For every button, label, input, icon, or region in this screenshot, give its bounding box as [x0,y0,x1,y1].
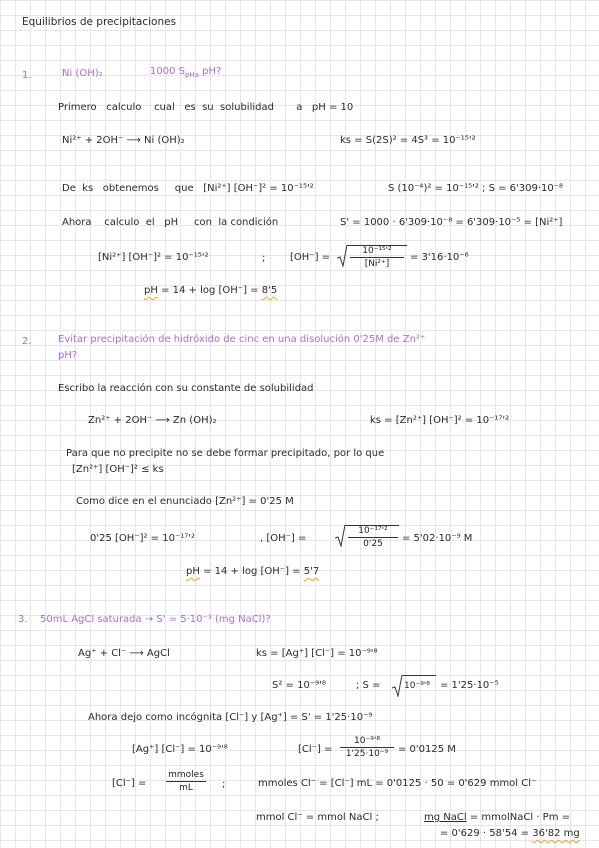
p1-ks-expression: ks = S(2S)² = 4S³ = 10⁻¹⁵'² [340,135,476,146]
problem-2-number: 2. [22,336,32,347]
p1-oh-label: [OH⁻] = [290,252,331,263]
p3-product: [Ag⁺] [Cl⁻] = 10⁻⁹'⁸ [132,744,228,755]
p3-mg-result: = 0'629 · 58'54 = 36'82 mg [440,828,580,839]
p1-line3: De ks obtenemos que [Ni²⁺] [OH⁻]² = 10⁻¹⁵'² [62,183,314,194]
p3-cl-label-2: [Cl⁻] = [112,778,147,789]
page-title: Equilibrios de precipitaciones [22,16,177,28]
problem-1-condition: 1000 $S_{pHa}$ pH? [150,66,222,79]
p3-cl-result: = 0'0125 M [398,744,456,755]
problem-1-number: 1. [22,70,32,81]
p3-separator: ; [222,779,226,790]
p2-ks-expression: ks = [Zn²⁺] [OH⁻]² = 10⁻¹⁷'² [370,415,510,426]
problem-3-number: 3. [18,614,28,625]
p1-equation: Ni²⁺ + 2OH⁻ ⟶ Ni (OH)₂ [62,135,185,146]
p1-fraction: 10⁻¹⁵'² [Ni²⁺] [350,246,404,269]
p3-sqrt-radicand: 10⁻⁹'⁸ [404,681,430,691]
p3-mmoles-calc: mmoles Cl⁻ = [Cl⁻] mL = 0'0125 · 50 = 0'629 mmol Cl⁻ [258,778,537,789]
p1-solubility: S (10⁻⁴)² = 10⁻¹⁵'² ; S = 6'309·10⁻⁸ [388,183,564,194]
p1-separator: ; [262,253,266,264]
p2-fraction: 10⁻¹⁷'² 0'25 [348,526,398,549]
p1-line4: Ahora calculo el pH con la condición [62,217,279,228]
p3-cl-label: [Cl⁻] = [298,744,333,755]
p3-s-squared: S² = 10⁻⁹'⁸ [272,680,326,691]
problem-2-statement: Evitar precipitación de hidróxido de cinc en una disolución 0'25M de Zn²⁺ [58,334,426,345]
p1-oh-result: = 3'16·10⁻⁶ [410,252,469,263]
p2-line5: Como dice en el enunciado [Zn²⁺] = 0'25 M [76,496,294,507]
p2-condition: [Zn²⁺] [OH⁻]² ≤ ks [72,464,164,475]
p3-equation: Ag⁺ + Cl⁻ ⟶ AgCl [78,648,170,659]
p1-line1: Primero calculo cual es su solubilidad a pH = 10 [58,102,354,113]
p3-mg-formula: mg NaCl = mmolNaCl · Pm = [424,812,570,823]
problem-3-statement: 50mL AgCl saturada → S' = 5·10⁻³ (mg NaCl)? [40,614,271,625]
p2-line1: Escribo la reacción con su constante de solubilidad [58,383,314,394]
problem-1-compound: Ni (OH)₂ [62,68,103,79]
p2-equation: Zn²⁺ + 2OH⁻ ⟶ Zn (OH)₂ [88,415,217,426]
p2-product: 0'25 [OH⁻]² = 10⁻¹⁷'² [90,533,196,544]
p2-oh-label: , [OH⁻] = [260,533,307,544]
p3-ks-expression: ks = [Ag⁺] [Cl⁻] = 10⁻⁹'⁸ [256,648,378,659]
p1-product: [Ni²⁺] [OH⁻]² = 10⁻¹⁵'² [98,252,209,263]
p3-line3: Ahora dejo como incógnita [Cl⁻] y [Ag⁺] = S' = 1'25·10⁻⁹ [88,712,373,723]
p2-oh-result: = 5'02·10⁻⁹ M [402,533,473,544]
p3-s-result: = 1'25·10⁻⁵ [440,680,499,691]
p3-fraction: 10⁻⁹'⁸ 1'25·10⁻⁹ [340,736,394,759]
p1-new-solubility: S' = 1000 · 6'309·10⁻⁸ = 6'309·10⁻⁵ = [Ni²⁺] [340,217,563,228]
p2-ph-result: pH = 14 + log [OH⁻] = 5'7 [186,566,320,577]
p3-s-label: ; S = [356,680,381,691]
p3-mmol-equality: mmol Cl⁻ = mmol NaCl ; [256,812,379,823]
problem-2-question: pH? [58,350,78,361]
p2-line3: Para que no precipite no se debe formar precipitado, por lo que [66,448,385,459]
p1-ph-result: pH = 14 + log [OH⁻] = 8'5 [144,285,278,296]
p3-mmoles-fraction: mmoles mL [166,770,206,793]
